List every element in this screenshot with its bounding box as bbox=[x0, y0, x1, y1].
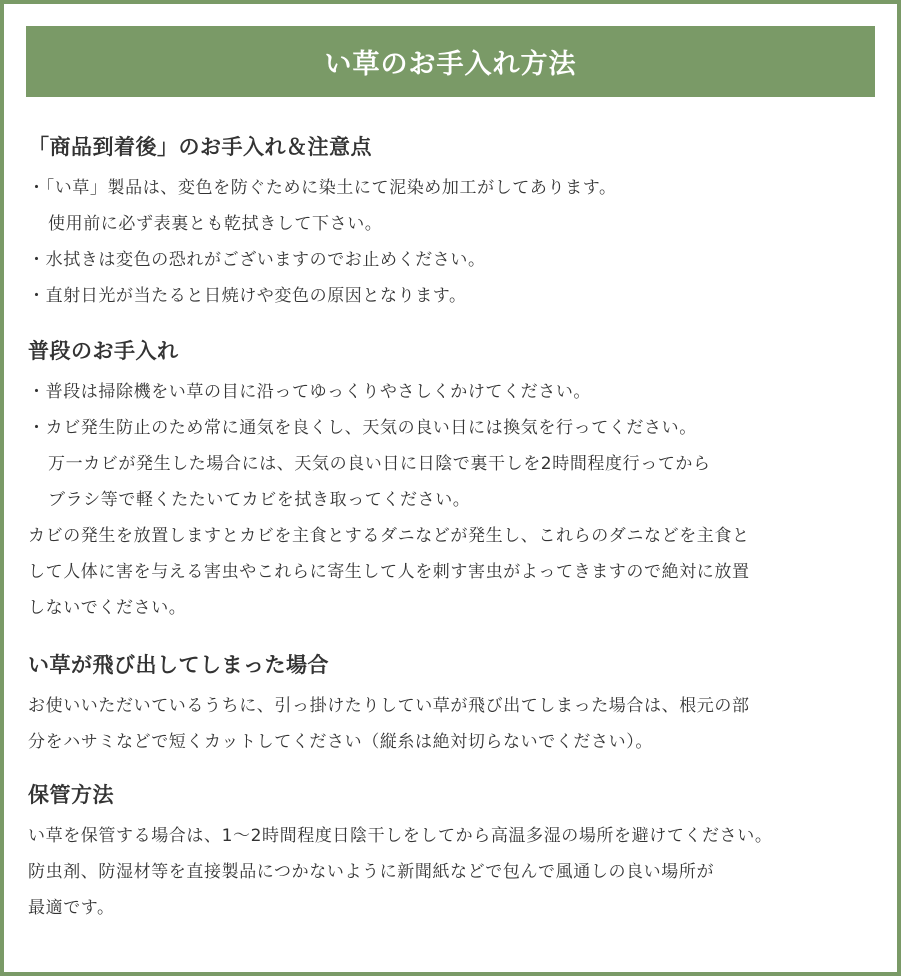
text-line: 使用前に必ず表裏とも乾拭きして下さい。 bbox=[48, 214, 383, 234]
text-line: ・直射日光が当たると日焼けや変色の原因となります。 bbox=[28, 286, 467, 306]
text-line: ブラシ等で軽くたたいてカビを拭き取ってください。 bbox=[48, 490, 471, 510]
title-banner bbox=[26, 26, 875, 97]
text-line: ・水拭きは変色の恐れがございますのでお止めください。 bbox=[28, 250, 486, 270]
text-line: ・カビ発生防止のため常に通気を良くし、天気の良い日には換気を行ってください。 bbox=[28, 418, 697, 438]
text-line: 最適です。 bbox=[28, 898, 115, 918]
text-line: お使いいただいているうちに、引っ掛けたりしてい草が飛び出てしまった場合は、根元の部 bbox=[28, 696, 750, 716]
section-heading: い草が飛び出してしまった場合 bbox=[28, 653, 329, 677]
page-title: い草のお手入れ方法 bbox=[324, 49, 577, 80]
section-heading: 普段のお手入れ bbox=[28, 339, 179, 363]
section-heading: 「商品到着後」のお手入れ＆注意点 bbox=[28, 135, 372, 159]
text-line: ・「い草」製品は、変色を防ぐために染土にて泥染め加工がしてあります。 bbox=[28, 178, 617, 198]
text-line: 万一カビが発生した場合には、天気の良い日に日陰で裏干しを2時間程度行ってから bbox=[48, 454, 711, 474]
text-line: カビの発生を放置しますとカビを主食とするダニなどが発生し、これらのダニなどを主食と bbox=[28, 526, 750, 546]
text-line: 防虫剤、防湿材等を直接製品につかないように新聞紙などで包んで風通しの良い場所が bbox=[28, 862, 715, 882]
section-heading: 保管方法 bbox=[28, 783, 114, 807]
section-daily-care bbox=[28, 334, 874, 626]
text-line: ・普段は掃除機をい草の目に沿ってゆっくりやさしくかけてください。 bbox=[28, 382, 592, 402]
text-line: 分をハサミなどで短くカットしてください（縦糸は絶対切らないでください）。 bbox=[28, 732, 653, 752]
section-after-arrival bbox=[28, 130, 874, 314]
content-body bbox=[28, 130, 874, 926]
section-storage bbox=[28, 778, 874, 926]
text-line: しないでください。 bbox=[28, 598, 187, 618]
text-line: い草を保管する場合は、1〜2時間程度日陰干しをしてから高温多湿の場所を避けてください。 bbox=[28, 826, 773, 846]
text-line: して人体に害を与える害虫やこれらに寄生して人を刺す害虫がよってきますので絶対に放置 bbox=[28, 562, 750, 582]
section-rush-protruding bbox=[28, 648, 874, 760]
